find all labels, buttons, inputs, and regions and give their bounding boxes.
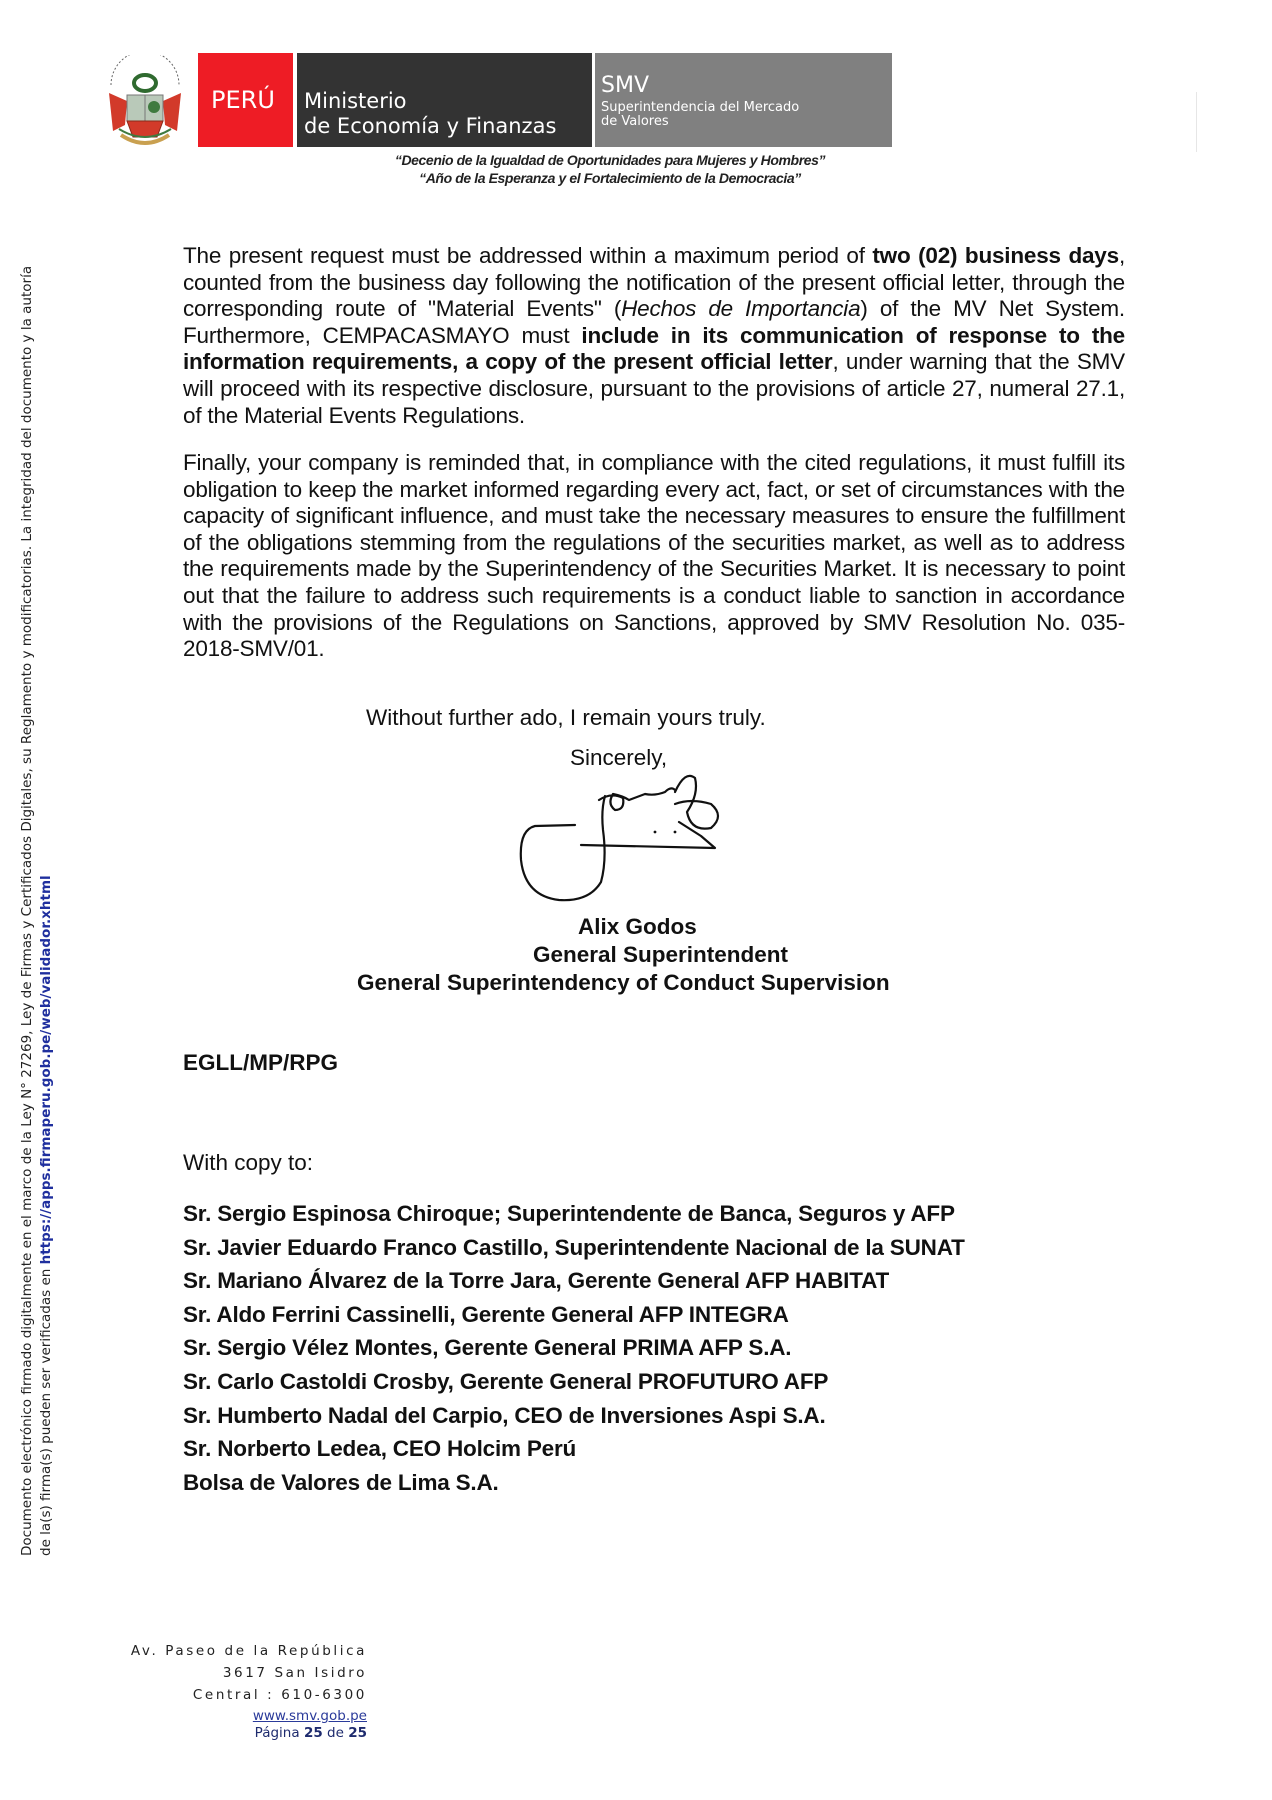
peru-label: PERÚ — [211, 86, 275, 114]
page-total: 25 — [348, 1725, 367, 1741]
list-item: Sr. Sergio Espinosa Chiroque; Superintendente de Banca, Seguros y AFP — [183, 1201, 955, 1226]
header-motto-year: “Año de la Esperanza y el Fortalecimiento de la Democracia” — [419, 170, 801, 186]
smv-subtitle-line2: de Valores — [601, 114, 669, 129]
list-item: Sr. Mariano Álvarez de la Torre Jara, Gerente General AFP HABITAT — [183, 1268, 889, 1294]
page-of-label: de — [327, 1725, 344, 1741]
digital-signature-notice-line1: Documento electrónico firmado digitalmente en el marco de la Ley N° 27269, Ley de Firmas y Certificados Digitales, su Reglamento y modificatorias. La integridad del documento y la autoría — [19, 265, 35, 1556]
signatory-name: Alix Godos — [578, 914, 697, 939]
para1-text: ) of the MV Net System. Furthermore, CEMPACASMAYO must — [183, 296, 1125, 348]
para1-deadline-emphasis: two (02) business days — [872, 243, 1119, 268]
header-motto-decade: “Decenio de la Igualdad de Oportunidades para Mujeres y Hombres” — [394, 152, 826, 168]
footer-address-line2: 3617 San Isidro — [222, 1665, 367, 1681]
list-item: Sr. Aldo Ferrini Cassinelli, Gerente General AFP INTEGRA — [183, 1301, 789, 1327]
page-footer — [130, 1640, 367, 1741]
list-item: Sr. Carlo Castoldi Crosby, Gerente General PROFUTURO AFP — [183, 1368, 829, 1394]
header-right-divider — [1196, 92, 1197, 152]
smv-brand-block — [595, 53, 892, 147]
para1-spanish-term: Hechos de Importancia — [621, 296, 861, 322]
list-item: Sr. Norberto Ledea, CEO Holcim Perú — [183, 1436, 577, 1462]
signatory-department: General Superintendency of Conduct Supervision — [357, 970, 890, 995]
paragraph-deadline — [183, 243, 1125, 429]
smv-subtitle-line1: Superintendencia del Mercado — [601, 100, 800, 115]
paragraph-reminder: Finally, your company is reminded that, in compliance with the cited regulations, it must fulfill its obligation to keep the market informed regarding every act, fact, or set of circumstances with the capacity of significant influence, and must take the necessary measures to ensure the fulfillment of the obligations stemming from the regulations of the securities market, as well as to address the requirements made by the Superintendency of the Securities Market. It is necessary to point out that the failure to address such requirements is a conduct liable to sanction in accordance with the provisions of the Regulations on Sanctions, approved by SMV Resolution No. 035-2018-SMV/01. — [183, 450, 1125, 662]
list-item: Sr. Javier Eduardo Franco Castillo, Superintendente Nacional de la SUNAT — [183, 1234, 965, 1260]
signatory-title: General Superintendent — [533, 942, 789, 967]
list-item: Sr. Humberto Nadal del Carpio, CEO de Inversiones Aspi S.A. — [183, 1402, 826, 1428]
para1-requirement-emphasis: include in its communication of response to the information requirements, a copy of the present official letter — [183, 322, 1125, 375]
page-number — [130, 1725, 367, 1741]
ministry-line2: de Economía y Finanzas — [304, 114, 557, 138]
copy-to-label: With copy to: — [183, 1150, 314, 1175]
footer-address-line1: Av. Paseo de la República — [130, 1643, 367, 1659]
para1-text: , counted from the business day following the notification of the present official letter, through the corresponding route of "Material Events" ( — [183, 243, 1125, 322]
page-label: Página — [254, 1725, 300, 1741]
list-item: Bolsa de Valores de Lima S.A. — [183, 1469, 499, 1495]
smv-title: SMV — [601, 73, 649, 98]
verification-text: de la(s) firma(s) pueden ser verificadas en — [38, 1264, 54, 1556]
ministry-brand-block — [297, 53, 592, 147]
sincerely-line: Sincerely, — [570, 745, 668, 770]
verification-link[interactable]: https://apps.firmaperu.gob.pe/web/validador.xhtml — [38, 875, 54, 1265]
coat-of-arms-logo — [103, 55, 187, 150]
page-current: 25 — [303, 1725, 323, 1741]
para1-text: The present request must be addressed within a maximum period of — [183, 243, 873, 268]
ministry-line1: Ministerio — [304, 89, 407, 113]
footer-phone: Central : 610-6300 — [192, 1687, 367, 1703]
reference-initials: EGLL/MP/RPG — [183, 1050, 339, 1075]
list-item: Sr. Sergio Vélez Montes, Gerente General PRIMA AFP S.A. — [183, 1335, 792, 1361]
footer-website-link[interactable]: www.smv.gob.pe — [252, 1708, 367, 1724]
digital-signature-notice-line2 — [38, 875, 54, 1556]
copy-recipients-list — [183, 1197, 965, 1499]
para1-text: , under warning that the SMV will proceed with its respective disclosure, pursuant to the provisions of article 27, numeral 27.1, of the Material Events Regulations. — [183, 349, 1125, 428]
closing-line: Without further ado, I remain yours truly. — [366, 705, 766, 730]
peru-brand-block — [198, 53, 293, 147]
handwritten-signature — [515, 770, 740, 910]
